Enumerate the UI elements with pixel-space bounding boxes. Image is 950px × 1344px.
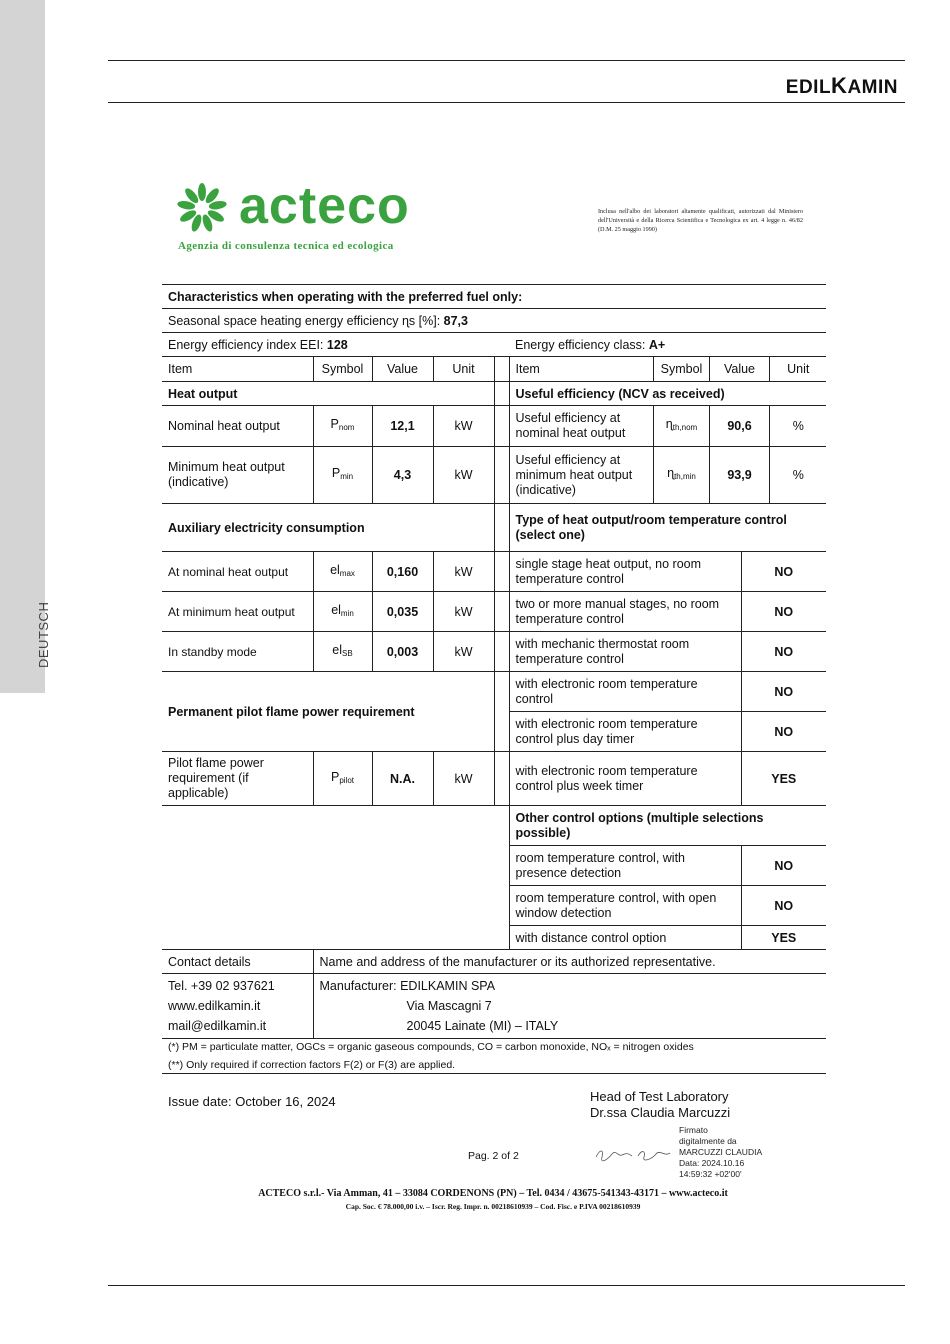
manufacturer-city: 20045 Lainate (MI) – ITALY: [406, 1019, 559, 1033]
pilot-value: N.A.: [372, 752, 433, 806]
eff-nom-symbol: ɳ$_{th,nom}$: [654, 406, 710, 446]
control-value: NO: [774, 644, 794, 659]
page-number: Pag. 2 of 2: [468, 1150, 519, 1162]
control-type-title: Type of heat output/room temperature control (select one): [515, 512, 787, 542]
contact-mail: mail@edilkamin.it: [168, 1019, 267, 1033]
other-option: room temperature control, with presence detection: [509, 846, 741, 886]
other-value: NO: [741, 846, 826, 886]
header-symbol-right: Symbol: [654, 357, 710, 381]
contact-web: www.edilkamin.it: [168, 999, 261, 1013]
nominal-heat-value: 12,1: [372, 406, 433, 447]
eff-nom-unit: %: [792, 419, 804, 433]
acteco-tagline: Agenzia di consulenza tecnica ed ecologica: [178, 240, 394, 252]
el-max-label: At nominal heat output: [162, 552, 313, 592]
notes-rule: [162, 1073, 826, 1074]
acteco-flower-icon: [176, 182, 228, 234]
el-max-unit: kW: [433, 552, 494, 592]
page-bottom-rule: [108, 1285, 905, 1286]
language-label: DEUTSCH: [36, 601, 51, 668]
el-sb-value: 0,003: [372, 632, 433, 672]
digital-signature: Firmato digitalmente da MARCUZZI CLAUDIA Data: 2024.10.16 14:59:32 +02'00': [679, 1125, 763, 1179]
pilot-label: Pilot flame power requirement (if applicable): [162, 752, 313, 806]
control-option: with electronic room temperature control: [509, 672, 741, 712]
el-min-label: At minimum heat output: [162, 592, 313, 632]
heat-output-title: Heat output: [162, 382, 494, 406]
lab-head-name: Dr.ssa Claudia Marcuzzi: [590, 1105, 731, 1120]
useful-efficiency-title: Useful efficiency (NCV as received): [515, 386, 725, 401]
aux-electricity-title: Auxiliary electricity consumption: [162, 504, 494, 552]
el-min-unit: kW: [433, 592, 494, 632]
acteco-wordmark: acteco: [239, 177, 410, 235]
eff-min-unit: %: [792, 468, 804, 482]
minimum-heat-label: Minimum heat output (indicative): [162, 447, 313, 504]
eei: Energy efficiency index EEI: 128: [168, 337, 348, 352]
nominal-heat-unit: kW: [433, 406, 494, 447]
acteco-logo: [176, 177, 436, 260]
acteco-footer-registry: Cap. Soc. € 78.000,00 i.v. – Iscr. Reg. Impr. n. 00218610939 – Cod. Fisc. e P.IVA 00218610939: [345, 1202, 641, 1211]
minimum-heat-value: 4,3: [372, 447, 433, 504]
el-min-symbol: $el_{min}$: [313, 592, 372, 632]
el-sb-label: In standby mode: [162, 632, 313, 672]
manufacturer-address: [313, 974, 826, 1039]
el-sb-symbol: $el_{SB}$: [313, 632, 372, 672]
footnote-2: (**) Only required if correction factors F(2) or F(3) are applied.: [168, 1059, 456, 1071]
control-value: NO: [774, 724, 794, 739]
header-unit-right: Unit: [787, 362, 810, 376]
header-item-right: Item: [510, 357, 654, 381]
nominal-heat-symbol: $P_{nom}$: [313, 406, 372, 447]
issue-date: Issue date: October 16, 2024: [168, 1094, 336, 1109]
edilkamin-brand: EDILKAMIN: [785, 73, 898, 98]
other-controls-title: Other control options (multiple selections possible): [509, 806, 826, 846]
footnotes: [168, 1038, 694, 1074]
el-min-value: 0,035: [372, 592, 433, 632]
header-item: Item: [162, 357, 313, 382]
control-option: two or more manual stages, no room temperature control: [509, 592, 741, 632]
control-value: NO: [774, 684, 794, 699]
control-value: NO: [774, 604, 794, 619]
other-option: with distance control option: [509, 926, 741, 950]
minimum-heat-symbol: $P_{min}$: [313, 447, 372, 504]
seasonal-efficiency: Seasonal space heating energy efficiency ɳs [%]: 87,3: [168, 313, 468, 328]
table-title: Characteristics when operating with the preferred fuel only:: [168, 289, 523, 304]
pilot-unit: kW: [433, 752, 494, 806]
header-symbol: Symbol: [313, 357, 372, 382]
manufacturer-name: Manufacturer: EDILKAMIN SPA: [319, 979, 496, 993]
minimum-heat-unit: kW: [433, 447, 494, 504]
pilot-symbol: $P_{pilot}$: [313, 752, 372, 806]
eff-min-symbol: ɳ$_{th,min}$: [654, 447, 710, 503]
el-sb-unit: kW: [433, 632, 494, 672]
language-side-tab: [0, 0, 51, 693]
nominal-heat-label: Nominal heat output: [162, 406, 313, 447]
energy-class: Energy efficiency class: A+: [515, 337, 666, 352]
accreditation-note: Inclusa nell'albo dei laboratori altamente qualificati, autorizzati dal Ministero dell'Università e della Ricerca Scientifica e Tecnologica ex art. 4 legge n. 46/82 (D.M. 25 maggio 1990): [598, 208, 803, 233]
control-option: with mechanic thermostat room temperature control: [509, 632, 741, 672]
contact-details: [162, 974, 313, 1039]
footnote-1: (*) PM = particulate matter, OGCs = organic gaseous compounds, CO = carbon monoxide, NOₓ = nitrogen oxides: [168, 1041, 694, 1053]
other-option: room temperature control, with open window detection: [509, 886, 741, 926]
other-value: YES: [771, 930, 797, 945]
header-rule-top: [108, 60, 905, 61]
control-option: with electronic room temperature control plus week timer: [509, 752, 741, 806]
other-value: NO: [741, 886, 826, 926]
header-value-right: Value: [710, 357, 770, 381]
eff-nom-value: 90,6: [710, 406, 770, 446]
manufacturer-street: Via Mascagni 7: [406, 999, 492, 1013]
header-rule-bottom: [108, 102, 905, 103]
control-value: NO: [774, 564, 794, 579]
acteco-footer-address: ACTECO s.r.l.- Via Amman, 41 – 33084 CORDENONS (PN) – Tel. 0434 / 43675-541343-43171 – www.acteco.it: [258, 1188, 728, 1199]
eff-nom-label: Useful efficiency at nominal heat output: [510, 406, 654, 446]
header-unit: Unit: [433, 357, 494, 382]
contact-tel: Tel. +39 02 937621: [168, 979, 275, 993]
manufacturer-title: Name and address of the manufacturer or its authorized representative.: [319, 954, 716, 969]
eff-min-label: Useful efficiency at minimum heat output (indicative): [510, 447, 654, 503]
control-option: with electronic room temperature control plus day timer: [509, 712, 741, 752]
control-option: single stage heat output, no room temperature control: [509, 552, 741, 592]
el-max-value: 0,160: [372, 552, 433, 592]
handwritten-signature-icon: [594, 1145, 674, 1165]
pilot-flame-title: Permanent pilot flame power requirement: [162, 672, 494, 752]
header-value: Value: [372, 357, 433, 382]
contact-title: Contact details: [162, 950, 313, 974]
eff-min-value: 93,9: [710, 447, 770, 503]
control-value: YES: [771, 771, 797, 786]
lab-head-role: Head of Test Laboratory: [590, 1089, 729, 1104]
ecodesign-data-table: [162, 284, 826, 1039]
lab-head: [590, 1089, 730, 1121]
el-max-symbol: $el_{max}$: [313, 552, 372, 592]
